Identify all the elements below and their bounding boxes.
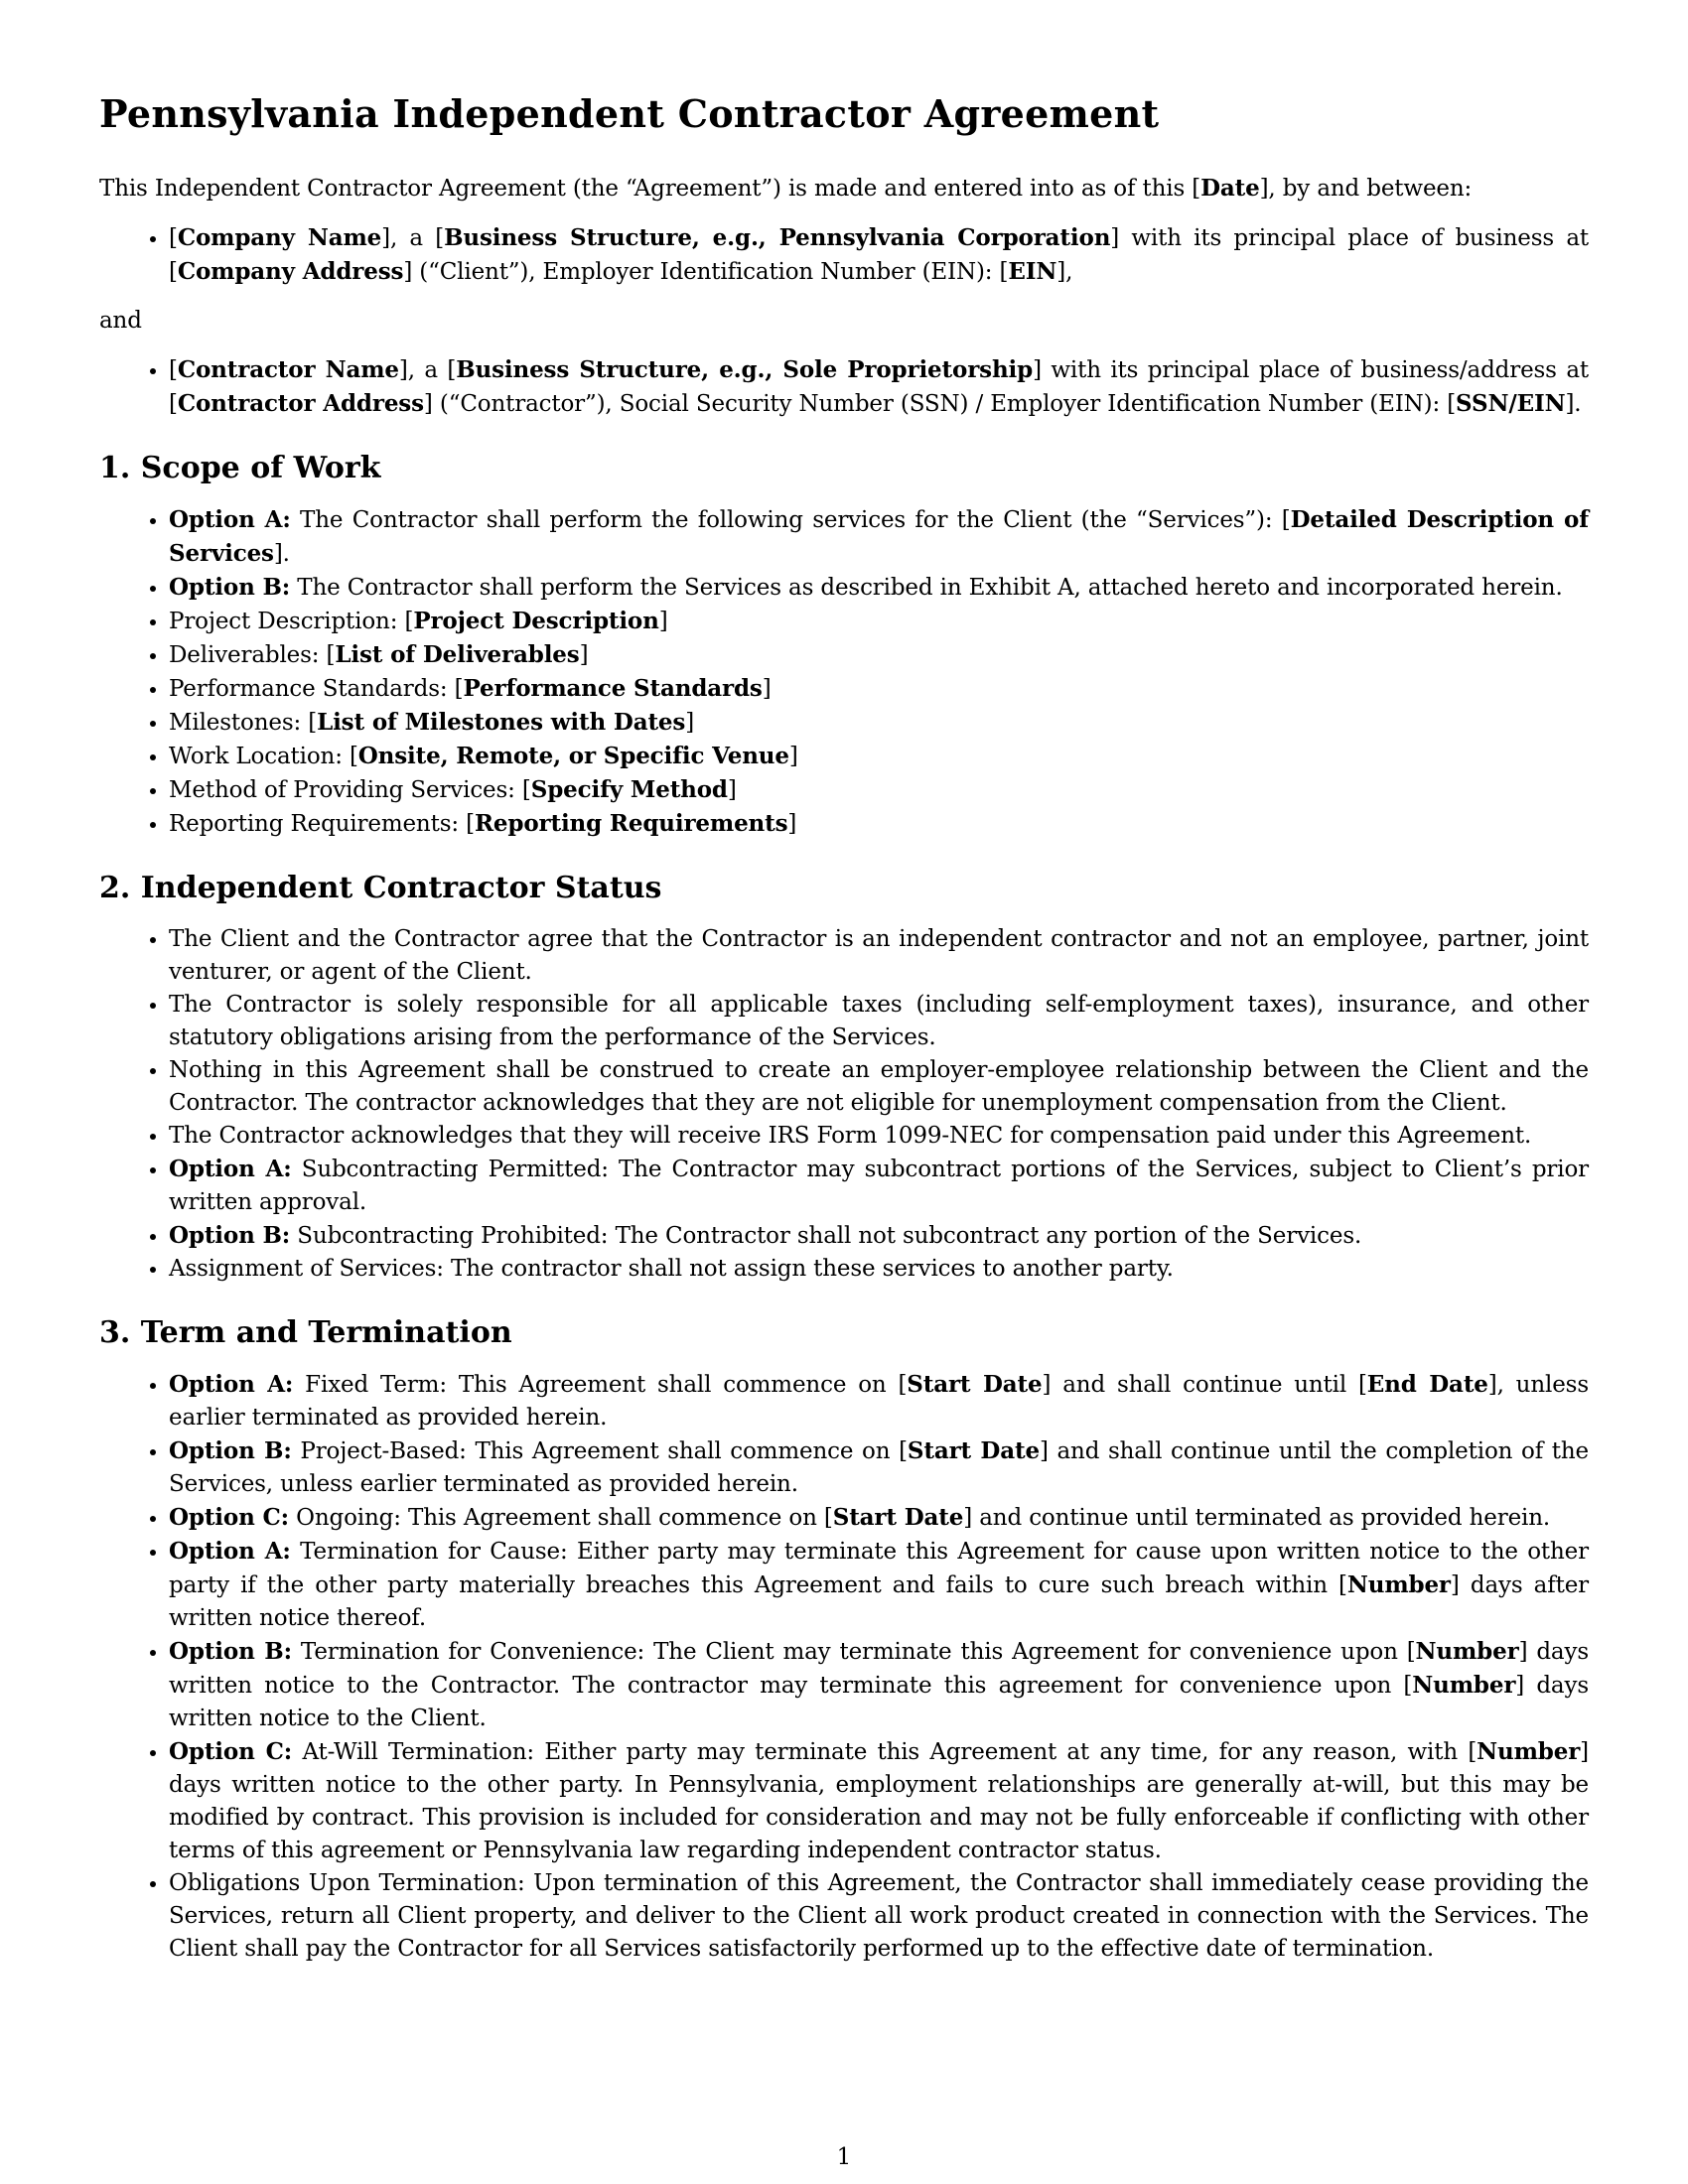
list-item — [169, 740, 1589, 773]
text-run: Work Location: [ — [169, 744, 358, 769]
text-run: This Independent Contractor Agreement (the “Agreement”) is made and entered into as of this [ — [99, 176, 1201, 202]
text-run: Subcontracting Permitted: The Contractor may subcontract portions of the Services, subject to Client’s prior written approval. — [169, 1157, 1589, 1215]
placeholder-field: Specify Method — [530, 776, 728, 803]
list-item — [169, 773, 1589, 807]
text-run: Method of Providing Services: [ — [169, 777, 531, 803]
text-run: The Contractor acknowledges that they will receive IRS Form 1099-NEC for compensation paid under this Agreement. — [169, 1123, 1532, 1149]
placeholder-field: Option A: — [169, 506, 291, 533]
placeholder-field: Option A: — [169, 1156, 292, 1182]
section-heading: 3. Term and Termination — [99, 1315, 512, 1350]
placeholder-field: Start Date — [907, 1371, 1043, 1398]
and-text: and — [99, 308, 142, 334]
placeholder-field: List of Milestones with Dates — [317, 709, 686, 736]
placeholder-field: Project Description — [413, 608, 659, 634]
placeholder-field: Company Address — [177, 258, 404, 285]
placeholder-field: Number — [1346, 1571, 1451, 1598]
text-run: ] with its principal place of business at [ — [169, 225, 1589, 285]
list-item — [169, 1501, 1589, 1535]
placeholder-field: Detailed Description of Services — [169, 506, 1589, 567]
section-scope-of-work — [99, 451, 1589, 841]
text-run: The Contractor shall perform the following services for the Client (the “Services”): [ — [290, 507, 1291, 533]
text-run: ]. — [1565, 391, 1582, 417]
list-item — [169, 1635, 1589, 1735]
list-item — [169, 1054, 1589, 1120]
section-item-list — [99, 923, 1589, 1286]
list-item — [169, 1253, 1589, 1286]
text-run: Termination for Convenience: The Client may terminate this Agreement for convenience upon [ — [291, 1639, 1416, 1665]
text-run: ] days written notice to the other party. In Pennsylvania, employment relationships are generally at-will, but this may be modified by contract. This provision is included for consideration and may not be fully enforceable if conflicting with other terms of this agreement or Pennsylvania law regarding independent contractor status. — [169, 1739, 1589, 1863]
placeholder-field: Option B: — [169, 1222, 291, 1249]
placeholder-field: Contractor Name — [177, 356, 399, 383]
placeholder-field: Performance Standards — [463, 675, 763, 702]
placeholder-field: Number — [1415, 1638, 1519, 1665]
placeholder-field: Number — [1477, 1738, 1581, 1765]
placeholder-field: Option A: — [169, 1371, 294, 1398]
list-item — [169, 923, 1589, 989]
placeholder-field: Contractor Address — [177, 390, 424, 417]
text-run: Project-Based: This Agreement shall commence on [ — [291, 1438, 908, 1464]
text-run: ], a [ — [381, 225, 445, 251]
text-run: Ongoing: This Agreement shall commence on [ — [289, 1505, 833, 1531]
client-party-list — [99, 221, 1589, 289]
text-run: The Client and the Contractor agree that the Contractor is an independent contractor and not an employee, partner, joint venturer, or agent of the Client. — [169, 926, 1589, 985]
list-item — [169, 638, 1589, 672]
section-heading: 2. Independent Contractor Status — [99, 871, 662, 905]
text-run: [ — [169, 225, 178, 251]
text-run: Termination for Cause: Either party may terminate this Agreement for cause upon written notice to the other party if the other party materially breaches this Agreement and fails to cure such breach within [ — [169, 1539, 1589, 1598]
text-run: ] — [727, 777, 737, 803]
placeholder-field: List of Deliverables — [335, 641, 580, 668]
section-term-and-termination — [99, 1315, 1589, 1966]
placeholder-field: Company Name — [177, 224, 382, 251]
text-run: [ — [169, 357, 178, 383]
text-run: Nothing in this Agreement shall be construed to create an employer-employee relationship between the Client and the Contractor. The contractor acknowledges that they are not eligible for unemployment compensation from the Client. — [169, 1057, 1589, 1116]
text-run: ] (“Client”), Employer Identification Number (EIN): [ — [403, 259, 1009, 285]
text-run: ], a [ — [398, 357, 457, 383]
list-item — [169, 353, 1589, 421]
list-item — [169, 1434, 1589, 1501]
placeholder-field: Option C: — [169, 1738, 293, 1765]
placeholder-field: Option B: — [169, 1638, 292, 1665]
placeholder-field: Option B: — [169, 574, 291, 601]
placeholder-field: Onsite, Remote, or Specific Venue — [357, 743, 789, 769]
list-item — [169, 1735, 1589, 1867]
list-item — [169, 1153, 1589, 1219]
text-run: Subcontracting Prohibited: The Contractor shall not subcontract any portion of the Services. — [290, 1223, 1362, 1249]
text-run: ], — [1056, 259, 1073, 285]
text-run: ] days written notice to the Client. — [169, 1673, 1589, 1731]
text-run: At-Will Termination: Either party may terminate this Agreement at any time, for any reason, with [ — [292, 1739, 1477, 1765]
list-item — [169, 503, 1589, 571]
text-run: Project Description: [ — [169, 609, 414, 634]
list-item — [169, 1867, 1589, 1966]
text-run: Obligations Upon Termination: Upon termination of this Agreement, the Contractor shall immediately cease providing the Services, return all Client property, and deliver to the Client all work product created in connection with the Services. The Client shall pay the Contractor for all Services satisfactorily performed up to the effective date of termination. — [169, 1870, 1589, 1962]
text-run: Fixed Term: This Agreement shall commence on [ — [293, 1372, 908, 1398]
text-run: Milestones: [ — [169, 710, 318, 736]
list-item — [169, 605, 1589, 638]
text-run: Reporting Requirements: [ — [169, 811, 475, 837]
text-run: ], by and between: — [1259, 176, 1473, 202]
placeholder-field: Option A: — [169, 1538, 291, 1565]
text-run: ] with its principal place of business/address at [ — [169, 357, 1589, 417]
placeholder-field: Business Structure, e.g., Pennsylvania Corporation — [444, 224, 1111, 251]
placeholder-field: EIN — [1008, 258, 1057, 285]
placeholder-field: Number — [1412, 1672, 1516, 1699]
text-run: ] (“Contractor”), Social Security Number (SSN) / Employer Identification Number (EIN): [ — [423, 391, 1457, 417]
intro-paragraph — [99, 172, 1589, 205]
contractor-party-list — [99, 353, 1589, 421]
text-run: ] — [658, 609, 668, 634]
text-run: ] — [762, 676, 772, 702]
text-run: Assignment of Services: The contractor shall not assign these services to another party. — [169, 1256, 1174, 1282]
placeholder-field: Reporting Requirements — [474, 810, 788, 837]
text-run: ] days after written notice thereof. — [169, 1572, 1589, 1631]
list-item — [169, 571, 1589, 605]
text-run: ] and shall continue until the completion of the Services, unless earlier terminated as provided herein. — [169, 1438, 1589, 1497]
section-item-list — [99, 1368, 1589, 1966]
text-run: Performance Standards: [ — [169, 676, 464, 702]
list-item — [169, 221, 1589, 289]
list-item — [169, 1120, 1589, 1153]
list-item — [169, 807, 1589, 841]
section-independent-contractor-status — [99, 871, 1589, 1286]
text-run: ], unless earlier terminated as provided herein. — [169, 1372, 1589, 1431]
text-run: The Contractor shall perform the Services as described in Exhibit A, attached hereto and incorporated herein. — [290, 575, 1563, 601]
text-run: ] days written notice to the Contractor. The contractor may terminate this agreement for convenience upon [ — [169, 1639, 1589, 1699]
list-item — [169, 1368, 1589, 1434]
text-run: ] — [579, 642, 589, 668]
document-page — [99, 91, 1589, 1981]
placeholder-field: Business Structure, e.g., Sole Proprietorship — [456, 356, 1034, 383]
text-run: ] — [788, 744, 798, 769]
section-heading: 1. Scope of Work — [99, 451, 381, 485]
page-number: 1 — [836, 2144, 852, 2170]
list-item — [169, 672, 1589, 706]
list-item — [169, 1535, 1589, 1635]
section-item-list — [99, 503, 1589, 841]
placeholder-field: Date — [1200, 175, 1260, 202]
text-run: ] — [685, 710, 695, 736]
placeholder-field: Start Date — [832, 1504, 964, 1531]
list-item — [169, 706, 1589, 740]
placeholder-field: Start Date — [907, 1437, 1040, 1464]
text-run: ] and shall continue until [ — [1042, 1372, 1367, 1398]
document-title: Pennsylvania Independent Contractor Agreement — [99, 91, 1160, 136]
text-run: The Contractor is solely responsible for all applicable taxes (including self-employment taxes), insurance, and other statutory obligations arising from the performance of the Services. — [169, 992, 1589, 1050]
text-run: ]. — [273, 541, 290, 567]
list-item — [169, 1219, 1589, 1253]
text-run: ] and continue until terminated as provided herein. — [963, 1505, 1551, 1531]
placeholder-field: SSN/EIN — [1456, 390, 1566, 417]
placeholder-field: Option B: — [169, 1437, 292, 1464]
placeholder-field: End Date — [1366, 1371, 1488, 1398]
placeholder-field: Option C: — [169, 1504, 289, 1531]
list-item — [169, 989, 1589, 1054]
text-run: Deliverables: [ — [169, 642, 336, 668]
text-run: ] — [787, 811, 797, 837]
